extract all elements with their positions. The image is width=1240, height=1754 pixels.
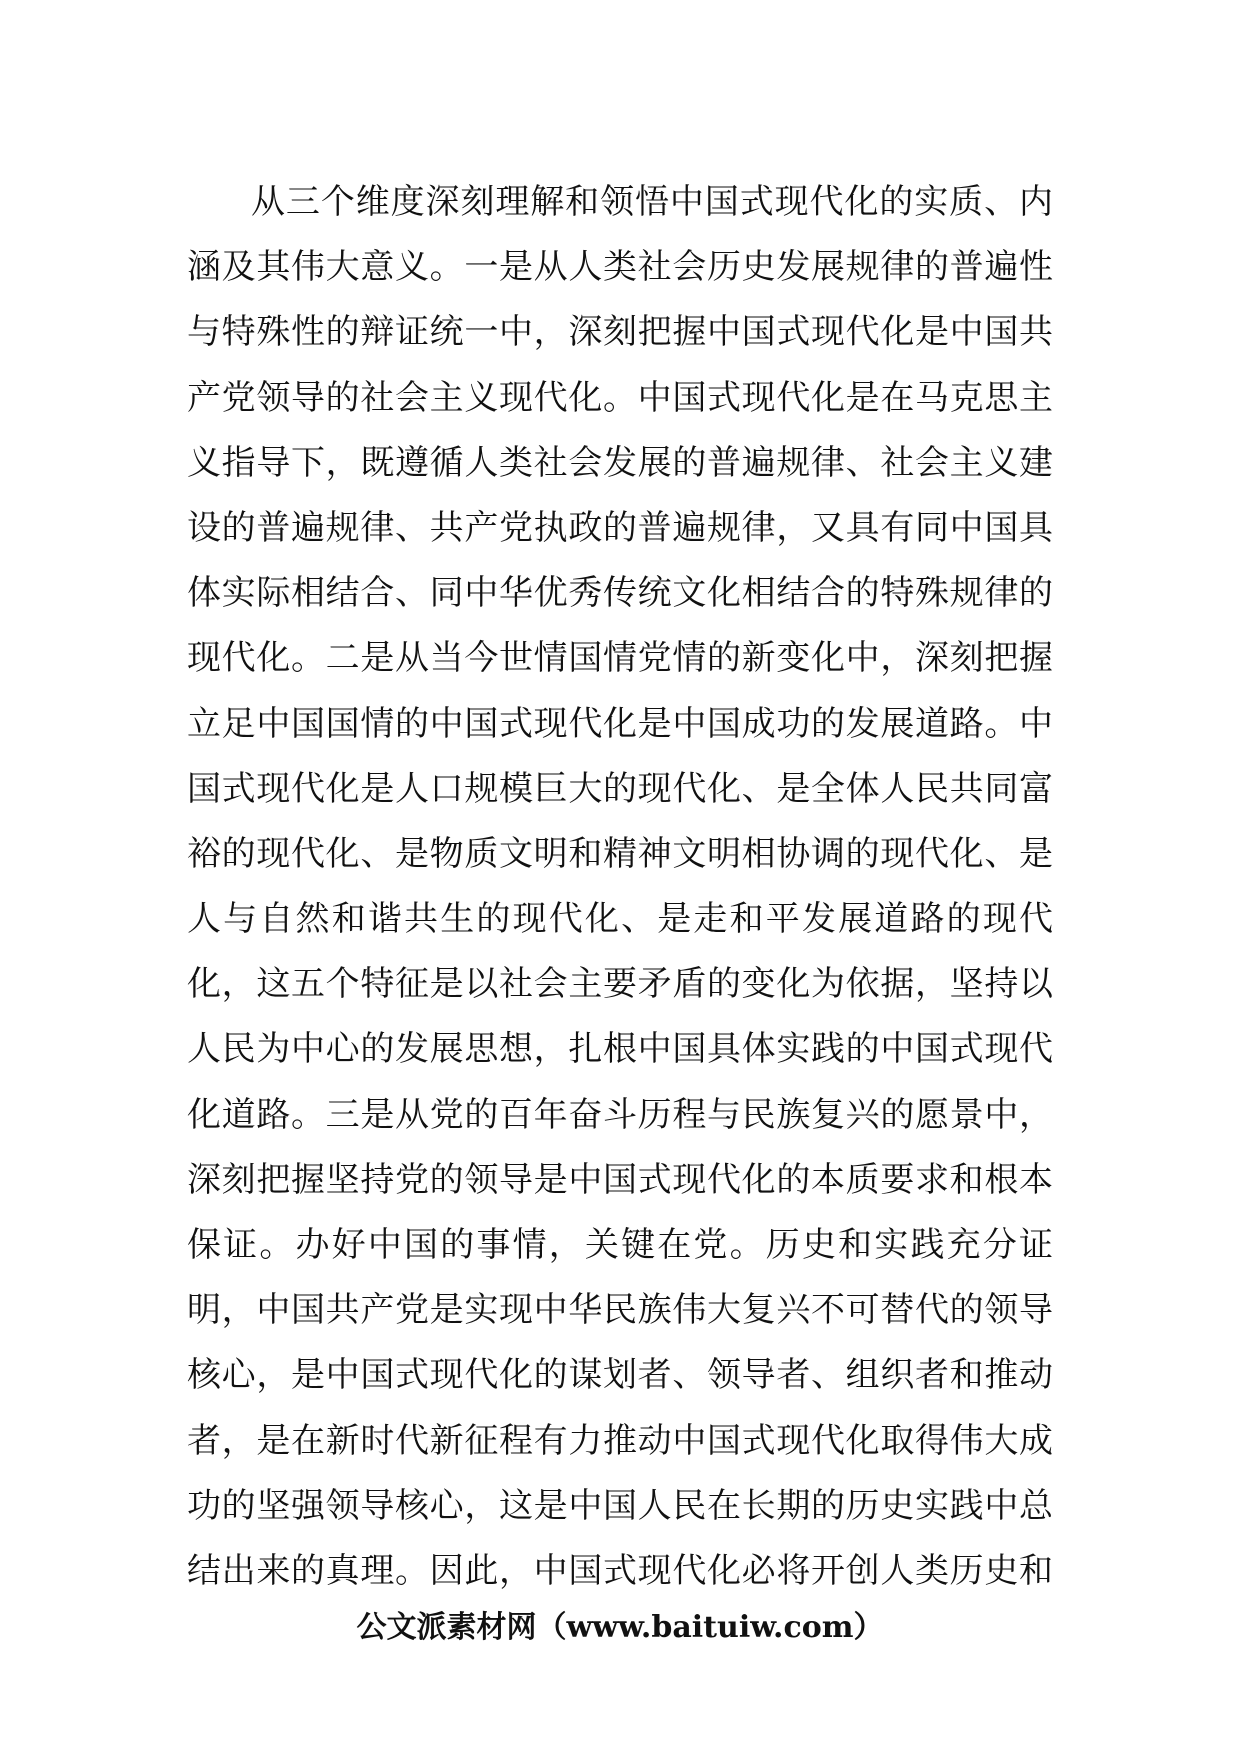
paragraph-line: 产党领导的社会主义现代化。中国式现代化是在马克思主 [187,377,1053,418]
paragraph-line: 人与自然和谐共生的现代化、是走和平发展道路的现代 [187,899,1053,940]
paragraph-line: 立足中国国情的中国式现代化是中国成功的发展道路。中 [187,703,1053,744]
paragraph-line: 化道路。三是从党的百年奋斗历程与民族复兴的愿景中， [187,1094,1053,1135]
paragraph-line: 与特殊性的辩证统一中，深刻把握中国式现代化是中国共 [187,312,1053,353]
paragraph-line: 化，这五个特征是以社会主要矛盾的变化为依据，坚持以 [187,964,1053,1005]
footer-watermark: 公文派素材网（www.baituiw.com） [356,1610,884,1645]
paragraph-line: 涵及其伟大意义。一是从人类社会历史发展规律的普遍性 [187,247,1053,288]
paragraph-line: 国式现代化是人口规模巨大的现代化、是全体人民共同富 [187,768,1053,809]
paragraph-line: 义指导下，既遵循人类社会发展的普遍规律、社会主义建 [187,442,1053,483]
paragraph-line: 人民为中心的发展思想，扎根中国具体实践的中国式现代 [187,1029,1053,1070]
paragraph-line: 设的普遍规律、共产党执政的普遍规律，又具有同中国具 [187,507,1053,548]
body-paragraph [187,170,1053,1590]
paragraph-line: 裕的现代化、是物质文明和精神文明相协调的现代化、是 [187,833,1053,874]
paragraph-line: 结出来的真理。因此，中国式现代化必将开创人类历史和 [187,1550,1053,1591]
paragraph-line: 深刻把握坚持党的领导是中国式现代化的本质要求和根本 [187,1159,1053,1200]
paragraph-line: 现代化。二是从当今世情国情党情的新变化中，深刻把握 [187,638,1053,679]
paragraph-line: 功的坚强领导核心，这是中国人民在长期的历史实践中总 [187,1485,1053,1526]
paragraph-line: 保证。办好中国的事情，关键在党。历史和实践充分证 [187,1225,1053,1265]
paragraph-line: 者，是在新时代新征程有力推动中国式现代化取得伟大成 [187,1420,1053,1461]
paragraph-line: 体实际相结合、同中华优秀传统文化相结合的特殊规律的 [187,573,1053,614]
paragraph-line: 明，中国共产党是实现中华民族伟大复兴不可替代的领导 [187,1290,1053,1331]
paragraph-line: 从三个维度深刻理解和领悟中国式现代化的实质、内 [251,182,1053,222]
paragraph-line: 核心，是中国式现代化的谋划者、领导者、组织者和推动 [187,1355,1053,1396]
